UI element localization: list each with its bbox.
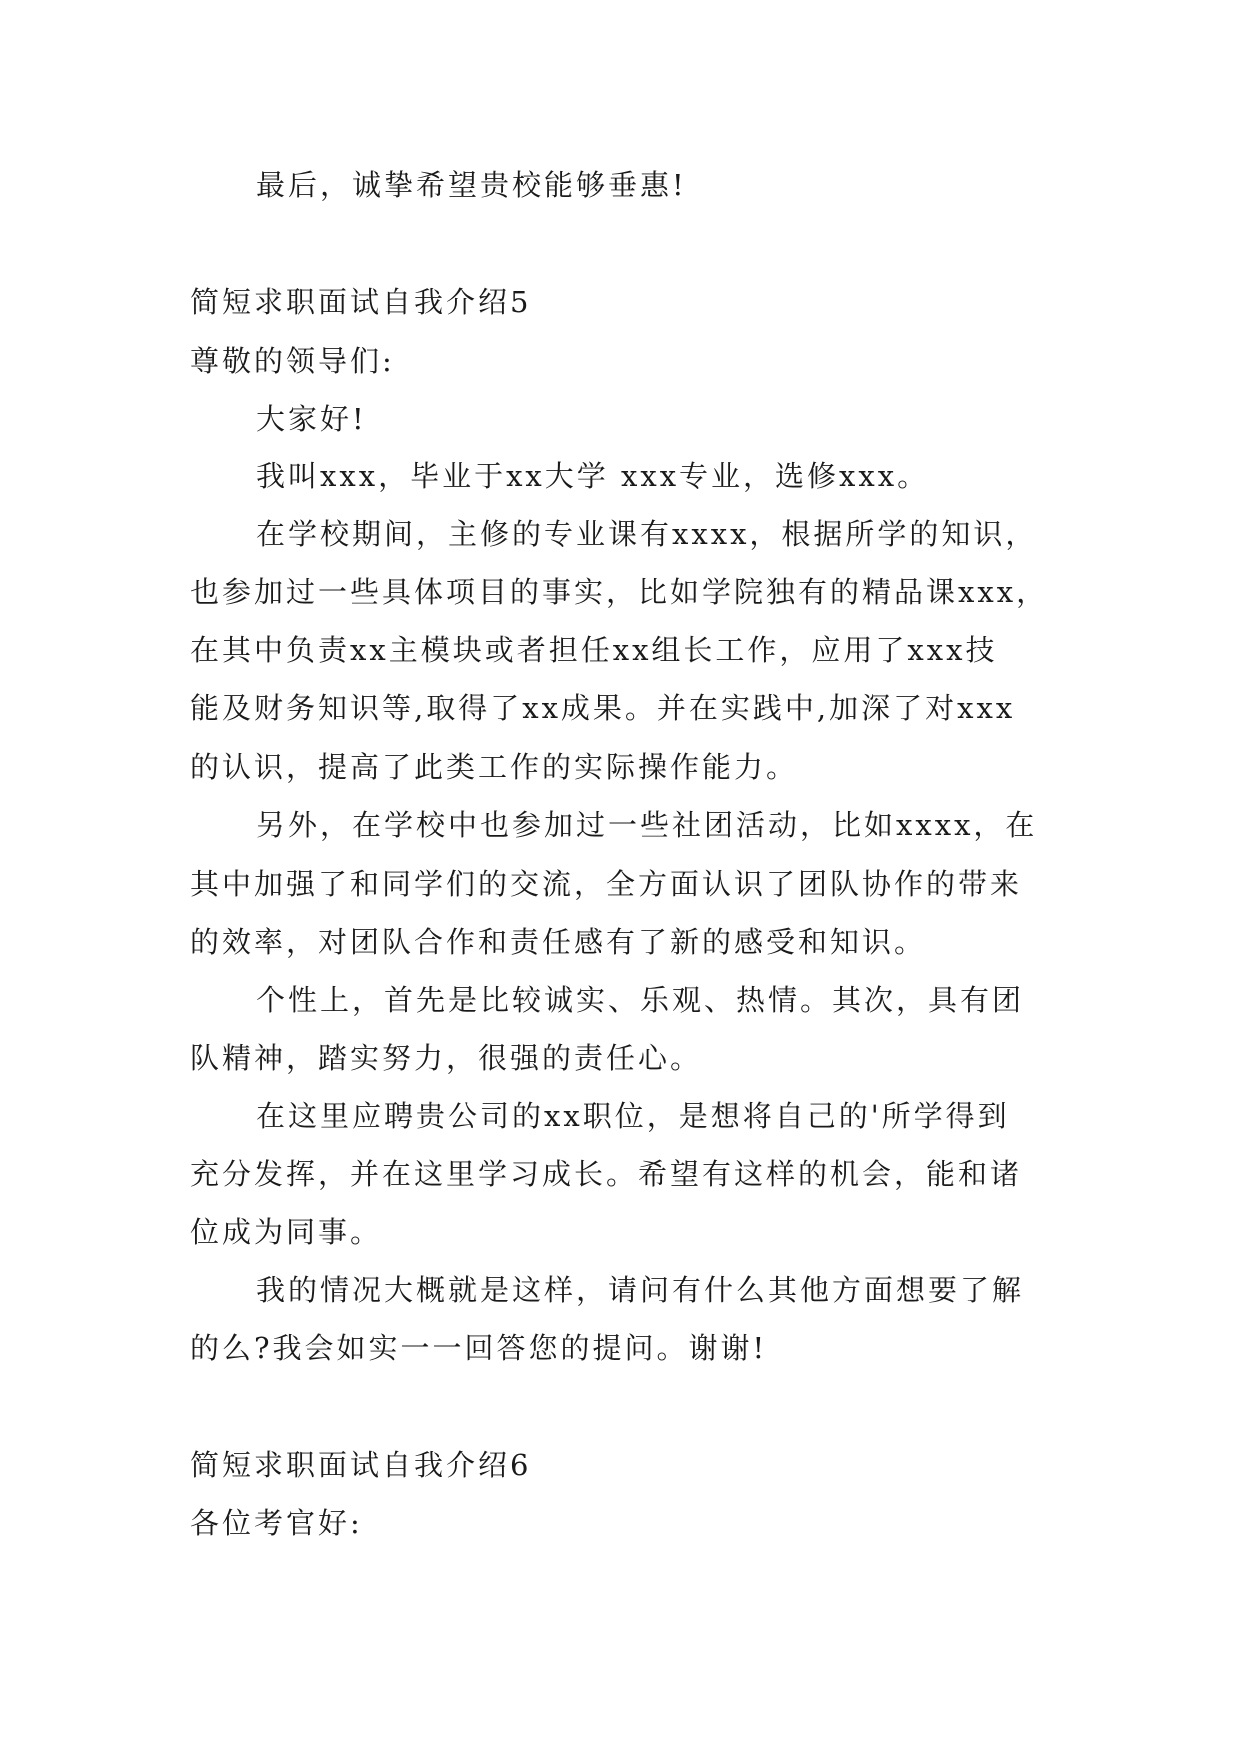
- section-title: 简短求职面试自我介绍6: [190, 1448, 532, 1482]
- paragraph-line: 大家好!: [256, 402, 367, 436]
- paragraph-line: 的认识，提高了此类工作的实际操作能力。: [190, 750, 799, 784]
- closing-line: 最后，诚挚希望贵校能够垂惠!: [256, 168, 687, 202]
- section-title: 简短求职面试自我介绍5: [190, 285, 532, 319]
- paragraph-line: 的效率，对团队合作和责任感有了新的感受和知识。: [190, 925, 927, 959]
- paragraph-line: 另外，在学校中也参加过一些社团活动，比如xxxx，在: [256, 808, 1038, 842]
- paragraph-line: 个性上，首先是比较诚实、乐观、热情。其次，具有团: [256, 983, 1025, 1017]
- paragraph-line: 也参加过一些具体项目的事实，比如学院独有的精品课xxx，: [190, 575, 1049, 609]
- paragraph-line: 其中加强了和同学们的交流，全方面认识了团队协作的带来: [190, 867, 1023, 901]
- paragraph-line: 在其中负责xx主模块或者担任xx组长工作，应用了xxx技: [190, 633, 998, 667]
- paragraph-line: 充分发挥，并在这里学习成长。希望有这样的机会，能和诸: [190, 1157, 1023, 1191]
- salutation: 各位考官好:: [190, 1506, 363, 1540]
- paragraph-line: 我叫xxx，毕业于xx大学 xxx专业，选修xxx。: [256, 459, 930, 493]
- paragraph-line: 位成为同事。: [190, 1215, 383, 1249]
- paragraph-line: 队精神，踏实努力，很强的责任心。: [190, 1041, 703, 1075]
- salutation: 尊敬的领导们:: [190, 344, 395, 378]
- paragraph-line: 在学校期间，主修的专业课有xxxx，根据所学的知识，: [256, 517, 1038, 551]
- paragraph-line: 在这里应聘贵公司的xx职位，是想将自己的'所学得到: [256, 1099, 1010, 1133]
- paragraph-line: 的么?我会如实一一回答您的提问。谢谢!: [190, 1331, 768, 1365]
- paragraph-line: 我的情况大概就是这样，请问有什么其他方面想要了解: [256, 1273, 1025, 1307]
- paragraph-line: 能及财务知识等,取得了xx成果。并在实践中,加深了对xxx: [190, 691, 1016, 725]
